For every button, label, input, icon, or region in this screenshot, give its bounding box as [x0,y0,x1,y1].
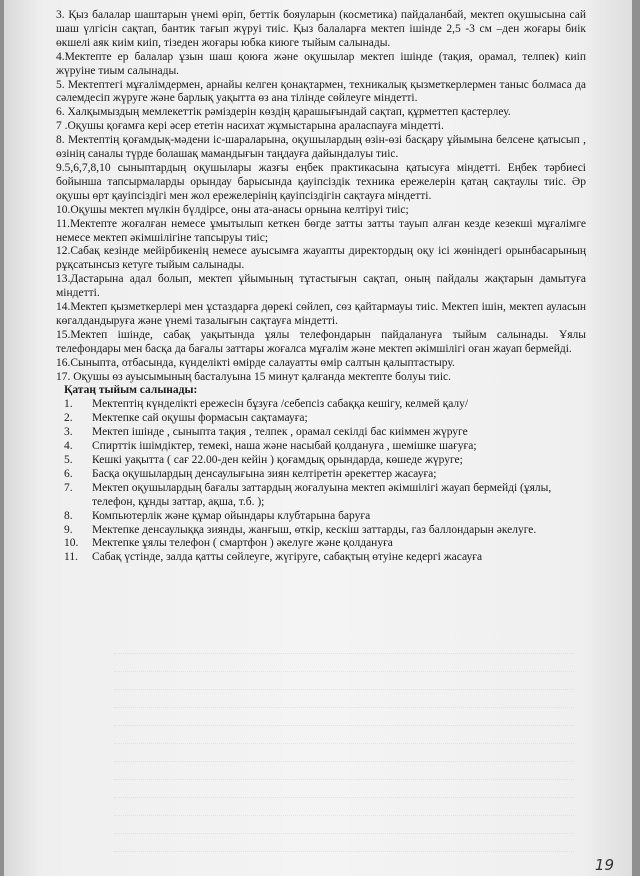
list-item [56,440,586,454]
rule-paragraph: 15.Мектеп ішінде, сабақ уақытында ұялы телефондарын пайдалануға тыйым салынады. Ұялы телефондары мен басқа да бағалы заттары жоғалса мұғалім және мектеп әкімшілігі оған жауап бермейді. [56,328,586,355]
rule-paragraph: 3. Қыз балалар шаштарын үнемі өріп, беттік бояуларын (косметика) пайдаланбай, мектеп оқушысына сай шаш үлгісін сақтап, бантик тағып жүруі тиіс. Қыз балаларға мектеп ішінде 2,5 -3 см –ден жоғары биік өкшелі аяк киім киіп, тізеден жоғары юбка киюге тыйым салынады. [56,9,586,49]
list-item-number: 6. [64,467,73,480]
prohibited-list [56,398,586,565]
list-item [56,524,586,538]
rule-paragraph: 17. Оқушы өз ауысымының басталуына 15 минут қалғанда мектепте болуы тиіс. [56,370,451,383]
list-item-number: 5. [64,454,73,466]
list-item [56,551,586,565]
list-item-text: Мектеп оқушылардың бағалы заттардың жоғалуына мектеп әкімшілігі жауап бермейді (ұялы, телефон, құнды заттар, ақша, т.б. ); [92,481,552,508]
list-item-number: 7. [64,481,73,494]
rule-paragraph: 8. Мектептің қоғамдық-мәдени іс-шараларына, оқушылардың өзін-өзі басқару ұйымына белсене қатысып , өзінің саналы түрде болашақ мамандығын таңдауға дайындалуы тиіс. [56,134,586,161]
rule-paragraph: 7 .Оқушы қоғамға кері әсер ететін насихат жұмыстарына араласпауға міндетті. [56,120,444,133]
list-item-text: Мектеп ішінде , сыныпта тақия , телпек , орамал секілді бас киіммен жүруге [92,426,468,439]
document-page [4,0,632,876]
list-item [56,426,586,440]
list-item-text: Сабақ үстінде, залда қатты сөйлеуге, жүгіруге, сабақтың өтуіне кедергі жасауға [92,551,483,564]
list-item [56,454,586,468]
list-item [56,482,586,510]
list-item-text: Мектепке сай оқушы формасын сақтамауға; [92,412,308,425]
list-item [56,398,586,412]
prohibited-heading: Қатаң тыйым салынады: [64,384,198,397]
list-item-number: 3. [64,426,73,439]
list-item [56,537,586,551]
list-item-text: Кешкі уақытта ( сағ 22.00-ден кейін ) қоғамдық орындарда, көшеде жүруге; [92,454,463,466]
rule-paragraph: 6. Халқымыздың мемлекеттік рәміздерін көздің қарашығындай сақтап, құрметтеп қастерлеу. [56,106,511,119]
rule-paragraph: 14.Мектеп қызметкерлері мен ұстаздарға дөрекі сөйлеп, сөз қайтармауы тиіс. Мектеп ішін, мектеп ауласын көгалдандыруға және үнемі тазалығын сақтауға міндетті. [56,301,586,327]
list-item-number: 10. [64,537,79,550]
list-item-text: Мектептің күнделікті ережесін бұзуға /себепсіз сабаққа кешігу, келмей қалу/ [92,398,469,411]
rule-paragraph: 12.Сабақ кезінде мейірбикенің немесе ауысымға жауапты директордың оқу ісі жөніндегі орынбасарының рұқсатынсыз кетуге тыйым салынады. [56,245,586,272]
rule-paragraph: 5. Мектептегі мұғалімдермен, арнайы келген қонақтармен, техникалық қызметкерлермен таныс болмаса да сәлемдесіп жүруге және барлық уақытта өз ана тілінде сөйлеуге міндетті. [56,78,586,105]
rule-paragraph: 11.Мектепте жоғалған немесе ұмытылып кеткен бөгде затты затты тауып алған кезде кезекші мұғалімге немесе мектеп әкімшілігіне тапсыруы тиіс; [56,217,586,244]
list-item [56,412,586,426]
list-item-number: 9. [64,523,73,536]
list-item-number: 1. [64,398,73,411]
list-item-number: 11. [64,551,78,564]
list-item-text: Басқа оқушылардың денсаулығына зиян келтіретін әрекеттер жасауға; [92,467,437,480]
list-item-text: Компьютерлік және құмар ойындары клубтарына баруға [92,509,371,522]
list-item-number: 2. [64,412,73,425]
bleed-through-text [114,640,574,856]
list-item-text: Спирттік ішімдіктер, темекі, наша және насыбай қолдануға , шемішке шағуға; [92,440,477,453]
list-item-number: 4. [64,440,73,453]
document-body [56,9,586,565]
rule-paragraph: 10.Оқушы мектеп мүлкін бүлдірсе, оны ата-анасы орнына келтіруі тиіс; [56,203,409,216]
list-item-number: 8. [64,509,73,522]
rule-paragraph: 4.Мектепте ер балалар ұзын шаш қоюға және оқушылар мектеп ішінде (тақия, орамал, телпек) киіп жүруіне тиым салынады. [56,50,586,77]
page-number: 19 [594,856,614,874]
list-item [56,468,586,482]
list-item [56,510,586,524]
rule-paragraph: 9.5,6,7,8,10 сыныптардың оқушылары жазғы еңбек практикасына қатысуға міндетті. Еңбек тәрбиесі бойынша тапсырмаларды орындау барысында қауіпсіздік техника ережелерін қатаң сақтаулы тиіс. Әр оқушы өрт қауіпсіздігі мен жол ережелерінің қауіпсіздігін сақтауға міндетті. [56,161,586,202]
list-item-text: Мектепке денсаулыққа зиянды, жанғыш, өткір, кескіш заттарды, газ баллондарын әкелуге. [92,523,537,536]
list-item-text: Мектепке ұялы телефон ( смартфон ) әкелуге және қолдануға [92,537,393,550]
rule-paragraph: 13.Дастарына адал болып, мектеп ұйымының тұтастығын сақтап, оның пайдалы жақтарын дамытуға міндетті. [56,273,586,300]
rule-paragraph: 16.Сыныпта, отбасында, күнделікті өмірде салауатты өмір салтын қалыптастыру. [56,356,455,369]
